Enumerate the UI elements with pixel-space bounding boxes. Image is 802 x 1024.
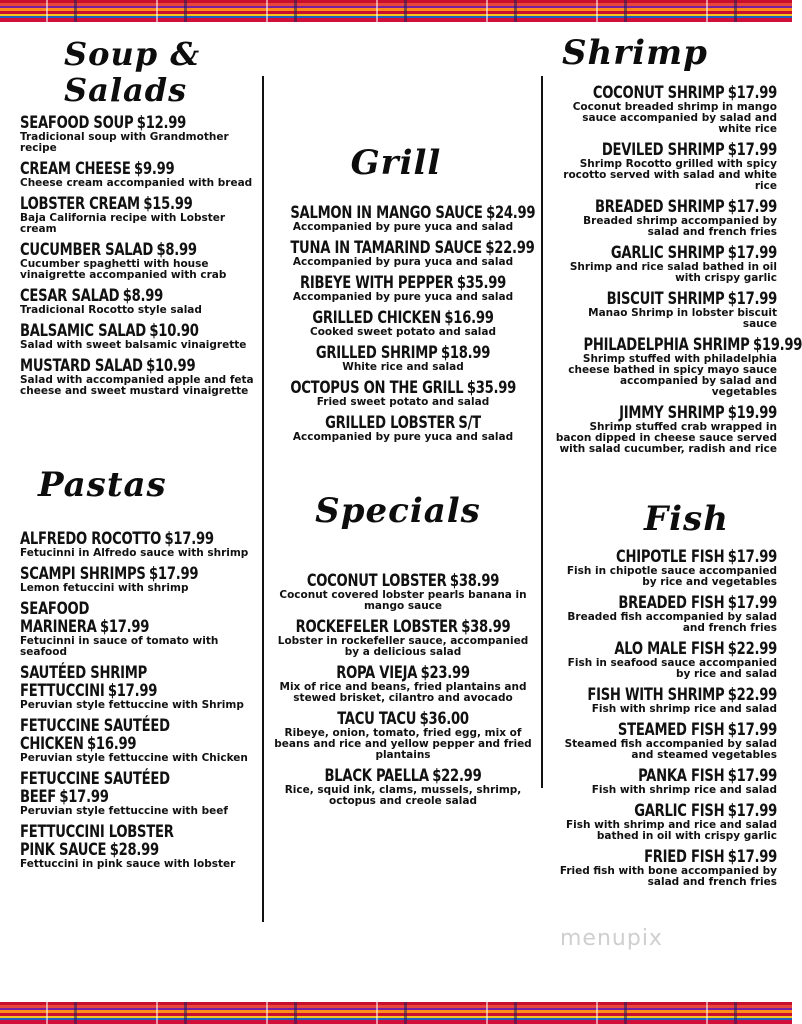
menu-item-description: Shrimp stuffed with philadelphia cheese bathed in spicy mayo sauce accompanied by salad and vegetables	[568, 353, 777, 398]
menu-item-name: PANKA FISH	[638, 766, 725, 786]
menu-item-name-line	[290, 414, 515, 432]
menu-item	[272, 379, 534, 408]
menu-item-price: $17.99	[727, 801, 777, 821]
menu-item	[20, 195, 258, 235]
menu-item-price: $19.99	[727, 403, 777, 423]
menu-item-name-line	[584, 290, 778, 308]
menu-item	[552, 244, 777, 284]
menu-item-description: Breaded shrimp accompanied by salad and french fries	[583, 215, 777, 238]
specials-heading: Specials	[315, 491, 481, 531]
menu-item-price: S/T	[458, 413, 481, 433]
menu-item-name-cont: FETTUCCINI	[20, 681, 105, 701]
menu-item	[552, 848, 777, 888]
menu-item-name: FETUCCINE SAUTÉED	[20, 769, 170, 789]
menu-item-description: Tradicional Rocotto style salad	[20, 304, 202, 316]
menu-item-description: Fried fish with bone accompanied by salad and french fries	[559, 865, 777, 888]
menu-item-name-line	[584, 84, 778, 102]
menu-item-name-line	[20, 770, 231, 788]
pastas-heading: Pastas	[38, 465, 167, 505]
menu-item-description: Mix of rice and beans, fried plantains and stewed brisket, cilantro and avocado	[279, 681, 527, 704]
menu-item-description: Shrimp and rice salad bathed in oil with crispy garlic	[569, 261, 777, 284]
menu-item-name-line	[20, 195, 225, 213]
menu-item-name: CUCUMBER SALAD	[20, 240, 154, 260]
menu-item-price: $22.99	[485, 238, 535, 258]
menu-item	[20, 664, 265, 711]
menu-item-name: GARLIC FISH	[634, 801, 725, 821]
menu-item-description: Fettuccini in pink sauce with lobster	[20, 858, 236, 870]
menu-item	[272, 664, 534, 704]
menu-item-name-line	[584, 640, 778, 658]
menu-item	[552, 640, 777, 680]
menu-item-price: $17.99	[727, 593, 777, 613]
menu-item-description: Steamed fish accompanied by salad and steamed vegetables	[564, 738, 777, 761]
menu-item-name-line	[20, 682, 231, 700]
menu-item-name-line	[584, 802, 778, 820]
menu-item-name-line	[20, 618, 231, 636]
menu-item-description: Accompanied by pura yuca and salad	[292, 256, 514, 268]
menu-item-name-line	[20, 600, 231, 618]
menu-item	[20, 357, 258, 397]
menu-item-name: ALFREDO ROCOTTO	[20, 529, 162, 549]
menu-item-price: $17.99	[727, 243, 777, 263]
menu-item	[20, 823, 265, 870]
menu-item	[20, 530, 265, 559]
menu-item	[552, 686, 777, 715]
menu-item-name: COCONUT SHRIMP	[592, 83, 725, 103]
menu-item-name-line	[20, 717, 231, 735]
menu-item-name-line	[584, 244, 778, 262]
menu-item-name: TACU TACU	[337, 709, 417, 729]
menu-item-description: White rice and salad	[342, 361, 464, 373]
menu-item-price: $36.00	[419, 709, 469, 729]
menu-item-name-line	[290, 203, 536, 223]
menu-item-description: Cooked sweet potato and salad	[310, 326, 496, 338]
menu-item-name: SALMON IN MANGO SAUCE	[290, 203, 483, 223]
menu-item	[272, 239, 534, 268]
menu-item	[272, 344, 534, 373]
menu-item-name: FISH WITH SHRIMP	[587, 685, 725, 705]
menu-item	[552, 594, 777, 634]
menu-item-name: CHIPOTLE FISH	[616, 547, 725, 567]
menu-item-name-cont: CHICKEN	[20, 734, 84, 754]
menu-item-name: ALO MALE FISH	[614, 639, 725, 659]
menu-item-name: CREAM CHEESE	[20, 159, 131, 179]
menu-item	[20, 114, 258, 154]
menu-item-name: STEAMED FISH	[617, 720, 725, 740]
menu-item	[552, 404, 777, 455]
menu-item-price: $38.99	[449, 571, 500, 591]
grill-list	[272, 204, 534, 443]
shrimp-section	[552, 33, 802, 461]
menu-item-price: $10.90	[149, 321, 199, 341]
shrimp-heading: Shrimp	[562, 33, 708, 73]
menu-item-name-line	[584, 767, 778, 785]
menu-item-name-line	[20, 823, 231, 841]
menu-item-description: Lobster in rockefeller sauce, accompanied by a delicious salad	[277, 635, 529, 658]
specials-list	[272, 572, 534, 807]
grill-heading: Grill	[350, 143, 442, 183]
menu-item	[20, 322, 258, 351]
menu-item-description: Fetucinni in sauce of tomato with seafood	[20, 635, 219, 658]
menu-item	[20, 160, 258, 189]
menu-item-price: $35.99	[466, 378, 517, 398]
menu-item	[552, 335, 802, 398]
menu-item-name: GRILLED CHICKEN	[312, 308, 441, 328]
menu-item-description: Salad with sweet balsamic vinaigrette	[20, 339, 247, 351]
menu-item	[552, 802, 777, 842]
menu-item-description: Fetucinni in Alfredo sauce with shrimp	[20, 547, 249, 559]
menu-item-description: Peruvian style fettuccine with beef	[20, 805, 228, 817]
menu-item-name-cont: PINK SAUCE	[20, 840, 107, 860]
menu-item-name-line	[20, 664, 231, 682]
menu-item	[20, 287, 258, 316]
menu-item-description: Lemon fetuccini with shrimp	[20, 582, 189, 594]
menu-item	[20, 565, 265, 594]
shrimp-list	[552, 83, 802, 455]
menu-item-name: FETTUCCINI LOBSTER	[20, 822, 174, 842]
menu-item-name-line	[20, 322, 225, 340]
menu-item-description: Cucumber spaghetti with house vinaigrette accompanied with crab	[20, 258, 227, 281]
menu-item-name: CESAR SALAD	[20, 286, 120, 306]
menu-item	[272, 309, 534, 338]
specials-section	[272, 491, 534, 813]
menu-item-name-cont: MARINERA	[20, 617, 97, 637]
menu-item-name-line	[584, 548, 778, 566]
menu-item	[552, 198, 777, 238]
menu-item-name-line	[290, 379, 515, 397]
menu-item-name: ROCKEFELER LOBSTER	[295, 617, 458, 637]
menu-item-name-line	[290, 274, 515, 292]
menu-item-price: $17.99	[727, 197, 777, 217]
menu-item-name: ROPA VIEJA	[336, 663, 418, 683]
menu-item-description: Breaded fish accompanied by salad and french fries	[567, 611, 777, 634]
menu-item-name: OCTOPUS ON THE GRILL	[290, 378, 464, 398]
menu-item-name: BLACK PAELLA	[324, 766, 429, 786]
menu-item-name-line	[20, 287, 225, 305]
fish-section	[552, 499, 777, 894]
menu-item-name: PHILADELPHIA SHRIMP	[583, 335, 750, 355]
menu-item-name-line	[290, 238, 535, 258]
menu-item-price: $17.99	[99, 617, 150, 637]
menu-item-name: GRILLED SHRIMP	[315, 343, 438, 363]
soups-heading: Soup & Salads	[64, 35, 201, 109]
menu-item-price: $18.99	[440, 343, 491, 363]
menu-item-price: $17.99	[727, 847, 777, 867]
menu-item-name: FETUCCINE SAUTÉED	[20, 716, 170, 736]
menu-item-name: MUSTARD SALAD	[20, 356, 143, 376]
menu-item-name-line	[20, 530, 231, 548]
menu-item-description: Salad with accompanied apple and feta cheese and sweet mustard vinaigrette	[20, 374, 254, 397]
menu-item-name-line	[584, 198, 778, 216]
menu-item-price: $23.99	[420, 663, 470, 683]
menu-item-description: Fish with shrimp and rice and salad bathed in oil with crispy garlic	[566, 819, 777, 842]
menu-item-price: $22.99	[432, 766, 482, 786]
menu-item-name-line	[20, 357, 225, 375]
menu-item-price: $17.99	[727, 140, 777, 160]
menu-item-description: Fish in seafood sauce accompanied by rice and salad	[567, 657, 777, 680]
fish-list	[552, 548, 777, 888]
menu-item-name: SEAFOOD SOUP	[20, 113, 134, 133]
menu-item	[552, 84, 777, 135]
menu-item-name: SCAMPI SHRIMPS	[20, 564, 146, 584]
menu-item-price: $22.99	[727, 685, 777, 705]
menu-item	[272, 274, 534, 303]
menu-item-description: Ribeye, onion, tomato, fried egg, mix of beans and rice and yellow pepper and fried plantains	[274, 727, 532, 761]
menu-item-name: COCONUT LOBSTER	[306, 571, 447, 591]
menu-item-name: TUNA IN TAMARIND SAUCE	[290, 238, 482, 258]
menu-item-name: BALSAMIC SALAD	[20, 321, 146, 341]
menu-item-name: BREADED FISH	[618, 593, 725, 613]
menu-item	[272, 414, 534, 443]
menu-item-name-line	[20, 841, 231, 859]
decorative-textile-band-bottom	[0, 1002, 792, 1024]
menu-item-price: $9.99	[134, 159, 175, 179]
pastas-list	[20, 530, 265, 870]
menu-item-price: $10.99	[146, 356, 196, 376]
menu-item-name-line	[20, 788, 231, 806]
menu-item-description: Rice, squid ink, clams, mussels, shrimp, octopus and creole salad	[284, 784, 522, 807]
menu-item-name-line	[290, 344, 515, 362]
menu-item-name: RIBEYE WITH PEPPER	[299, 273, 454, 293]
menu-item	[552, 548, 777, 588]
menu-item-description: Coconut covered lobster pearls banana in mango sauce	[279, 589, 527, 612]
menu-item-price: $19.99	[752, 335, 802, 355]
menu-item-price: $28.99	[109, 840, 159, 860]
menu-item-price: $35.99	[456, 273, 507, 293]
soups-section	[20, 36, 258, 403]
menu-item	[272, 767, 534, 807]
menu-item-name: SEAFOOD	[20, 599, 90, 619]
grill-section	[272, 143, 536, 449]
menu-item-description: Peruvian style fettuccine with Chicken	[20, 752, 248, 764]
menu-item-name-line	[20, 565, 231, 583]
menu-item-price: $17.99	[59, 787, 109, 807]
menu-item-name-line	[290, 767, 515, 785]
menupix-watermark: menupix	[560, 926, 663, 951]
menu-item-description: Shrimp Rocotto grilled with spicy rocotto served with salad and white rice	[563, 158, 777, 192]
menu-item	[20, 717, 265, 764]
decorative-textile-band-top	[0, 0, 792, 22]
menu-item-price: $17.99	[727, 289, 777, 309]
column-divider-right	[541, 76, 543, 788]
menu-item-name-line	[584, 404, 778, 422]
menu-item-name-line	[290, 664, 515, 682]
menu-item-description: Cheese cream accompanied with bread	[20, 177, 253, 189]
menu-item	[552, 767, 777, 796]
menu-item-description: Peruvian style fettuccine with Shrimp	[20, 699, 244, 711]
menu-item-description: Fish with shrimp rice and salad	[591, 703, 777, 715]
menu-item-name: FRIED FISH	[644, 847, 725, 867]
menu-item-name: GARLIC SHRIMP	[610, 243, 725, 263]
menu-item-price: $17.99	[727, 547, 777, 567]
menu-item-description: Shrimp stuffed crab wrapped in bacon dipped in cheese sauce served with salad cucumber, radish and rice	[555, 421, 777, 455]
menu-item-name-line	[20, 735, 231, 753]
menu-item-description: Manao Shrimp in lobster biscuit sauce	[588, 307, 777, 330]
menu-item-description: Coconut breaded shrimp in mango sauce accompanied by salad and white rice	[572, 101, 777, 135]
menu-item-price: $22.99	[727, 639, 777, 659]
menu-item-name-line	[290, 710, 515, 728]
menu-item-price: $17.99	[149, 564, 199, 584]
menu-item-name-line	[20, 241, 225, 259]
menu-item-name-line	[583, 335, 802, 355]
menu-item-description: Accompanied by pure yuca and salad	[292, 431, 514, 443]
menu-item-description: Baja California recipe with Lobster cream	[20, 212, 226, 235]
soups-list	[20, 114, 258, 397]
menu-item-description: Accompanied by pure yuca and salad	[292, 221, 514, 233]
menu-item-name-line	[584, 848, 778, 866]
menu-item-description: Fish with shrimp rice and salad	[591, 784, 777, 796]
menu-item-price: $17.99	[727, 83, 777, 103]
menu-item-name-line	[290, 572, 515, 590]
menu-item	[20, 241, 258, 281]
menu-item	[20, 770, 265, 817]
menu-item-name: LOBSTER CREAM	[20, 194, 140, 214]
menu-item-name: GRILLED LOBSTER	[325, 413, 455, 433]
menu-item-name-line	[20, 160, 225, 178]
menu-item	[552, 141, 777, 192]
menu-item	[272, 618, 534, 658]
menu-item-name: JIMMY SHRIMP	[619, 403, 725, 423]
menu-item-price: $17.99	[727, 766, 777, 786]
menu-item-name-cont: BEEF	[20, 787, 56, 807]
menu-item-price: $15.99	[143, 194, 193, 214]
menu-item-price: $17.99	[164, 529, 214, 549]
menu-item-name-line	[290, 309, 515, 327]
menu-item-price: $8.99	[122, 286, 164, 306]
menu-item-description: Tradicional soup with Grandmother recipe	[20, 131, 229, 154]
menu-item-price: $16.99	[444, 308, 494, 328]
menu-item-price: $38.99	[461, 617, 511, 637]
menu-item-name-line	[20, 114, 225, 132]
menu-item	[552, 721, 777, 761]
menu-item-name-line	[584, 594, 778, 612]
menu-item-name: SAUTÉED SHRIMP	[20, 663, 147, 683]
menu-item-price: $8.99	[156, 240, 197, 260]
menu-item	[272, 710, 534, 761]
menu-item-name-line	[584, 141, 778, 159]
menu-item-price: $24.99	[486, 203, 536, 223]
menu-item-name: DEVILED SHRIMP	[601, 140, 725, 160]
fish-heading: Fish	[644, 499, 729, 539]
menu-item-price: $16.99	[87, 734, 137, 754]
menu-item-description: Accompanied by pure yuca and salad	[292, 291, 514, 303]
menu-item-price: $12.99	[136, 113, 187, 133]
menu-item-price: $17.99	[727, 720, 777, 740]
menu-item	[272, 204, 534, 233]
menu-item-name-line	[290, 618, 515, 636]
menu-item-description: Fish in chipotle sauce accompanied by rice and vegetables	[566, 565, 777, 588]
menu-item	[272, 572, 534, 612]
menu-item-name-line	[584, 721, 778, 739]
menu-item-name: BISCUIT SHRIMP	[606, 289, 725, 309]
menu-item	[552, 290, 777, 330]
menu-item-description: Fried sweet potato and salad	[316, 396, 490, 408]
menu-item-name-line	[584, 686, 778, 704]
menu-item-name: BREADED SHRIMP	[595, 197, 725, 217]
menu-item-price: $17.99	[107, 681, 158, 701]
pastas-section	[20, 465, 265, 876]
menu-item	[20, 600, 265, 658]
